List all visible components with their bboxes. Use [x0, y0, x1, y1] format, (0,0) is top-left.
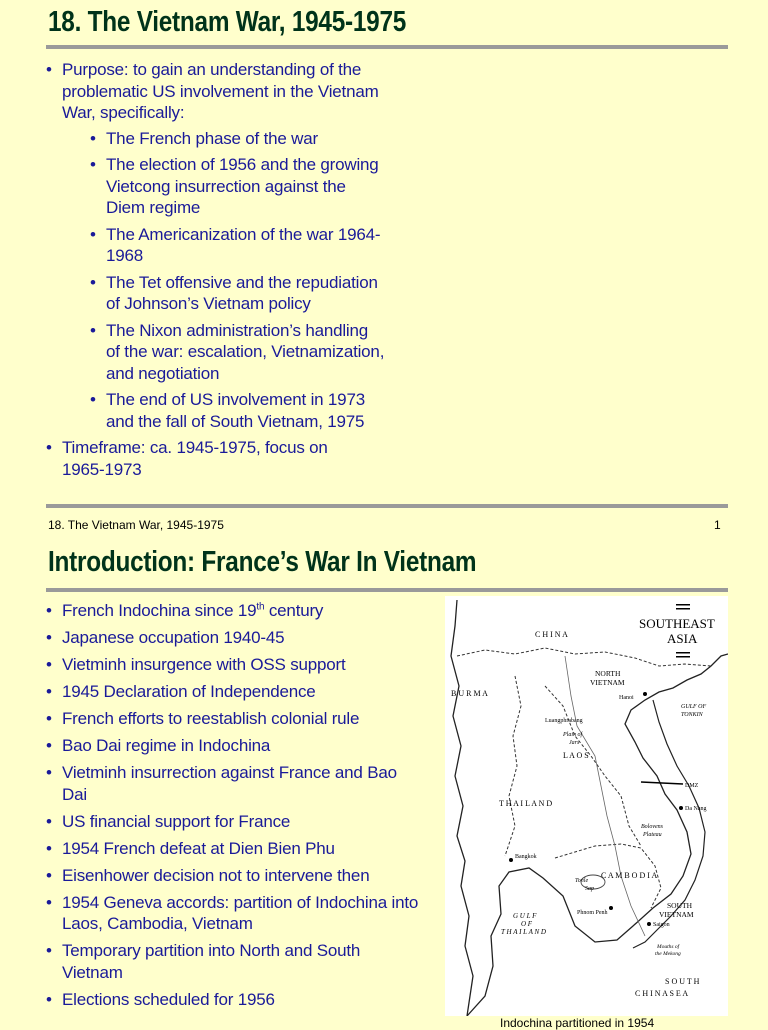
- border-china: [457, 648, 711, 666]
- map-label-danang: Da Nang: [685, 806, 707, 812]
- timeframe-bullet: • Timeframe: ca. 1945-1975, focus on 1965-1973: [46, 437, 352, 480]
- sub-bullet: • The Americanization of the war 1964-1968: [90, 224, 386, 267]
- list-item-text: French Indochina since 19: [62, 601, 257, 620]
- list-item: • Bao Dai regime in Indochina: [46, 735, 426, 757]
- map-label-mekong-mouths: the Mekong: [655, 951, 681, 957]
- purpose-sublist: [90, 128, 386, 433]
- map-title-asia: ASIA: [667, 631, 698, 646]
- map-label-dmz: DMZ: [685, 783, 699, 789]
- list-item: • French efforts to reestablish colonial rule: [46, 708, 426, 730]
- danang-marker: [679, 806, 683, 810]
- slide-footer-title: 18. The Vietnam War, 1945-1975: [48, 518, 224, 532]
- slide-1: [0, 0, 768, 510]
- map-label-phnom-penh: Phnom Penh: [577, 910, 608, 916]
- map-label-luangphrabang: Luangphrabang: [545, 718, 583, 724]
- map-label-bolovens: Plateau: [643, 832, 662, 838]
- list-item: [46, 600, 426, 622]
- map-title-bar-top: [676, 604, 690, 606]
- list-item: • 1954 Geneva accords: partition of Indochina into Laos, Cambodia, Vietnam: [46, 892, 426, 935]
- list-item-text: century: [264, 601, 324, 620]
- southeast-asia-map: [445, 596, 728, 1016]
- sub-bullet: • The end of US involvement in 1973 and the fall of South Vietnam, 1975: [90, 389, 386, 432]
- map-label-north-vietnam: NORTH: [595, 669, 621, 678]
- map-title-bar-bottom: [676, 656, 690, 658]
- sub-bullet: • The Tet offensive and the repudiation of Johnson’s Vietnam policy: [90, 272, 386, 315]
- list-item: • Vietminh insurgence with OSS support: [46, 654, 426, 676]
- map-title-southeast: SOUTHEAST: [639, 616, 715, 631]
- saigon-marker: [647, 922, 651, 926]
- slide-1-title: 18. The Vietnam War, 1945-1975: [48, 6, 407, 38]
- map-label-bangkok: Bangkok: [515, 854, 537, 860]
- map-drawing: [445, 596, 728, 1016]
- map-label-tonle-sap: Sap: [585, 886, 594, 892]
- hanoi-marker: [643, 692, 647, 696]
- list-item: • Vietminh insurrection against France and Bao Dai: [46, 762, 402, 805]
- map-label-north-vietnam: VIETNAM: [590, 678, 625, 687]
- slide-1-title-rule: [46, 45, 728, 49]
- map-label-bolovens: Bolovens: [641, 824, 663, 830]
- map-label-south-china-sea: S O U T H: [665, 977, 700, 986]
- map-label-cambodia: C A M B O D I A: [601, 871, 658, 880]
- map-label-mekong-mouths: Mouths of: [657, 944, 680, 950]
- sub-bullet: • The election of 1956 and the growing Vietcong insurrection against the Diem regime: [90, 154, 386, 219]
- purpose-bullet: [46, 59, 386, 432]
- map-label-tonle-sap: Tonle: [575, 878, 589, 884]
- list-item: • Temporary partition into North and South Vietnam: [46, 940, 362, 983]
- map-label-plain-of-jars: Plain of: [563, 732, 583, 738]
- map-label-south-vietnam: VIETNAM: [659, 910, 694, 919]
- map-title-bar-bottom: [676, 652, 690, 654]
- map-label-hanoi: Hanoi: [619, 695, 634, 701]
- map-label-south-china-sea: C H I N A S E A: [635, 989, 689, 998]
- map-label-plain-of-jars: Jars: [569, 740, 580, 746]
- border-burma-thailand: [505, 676, 521, 856]
- slide-page-number: 1: [714, 518, 721, 532]
- list-item: • 1954 French defeat at Dien Bien Phu: [46, 838, 426, 860]
- map-label-saigon: Saigon: [653, 922, 670, 928]
- map-label-gulf-thailand: G U L F: [513, 912, 537, 920]
- slide-2-bullet-list: [46, 600, 426, 1016]
- border-17th-parallel: [641, 782, 683, 784]
- bangkok-marker: [509, 858, 513, 862]
- map-label-thailand: T H A I L A N D: [499, 799, 553, 808]
- map-label-china: C H I N A: [535, 630, 568, 639]
- phnompenh-marker: [609, 906, 613, 910]
- list-item: • Japanese occupation 1940-45: [46, 627, 426, 649]
- map-title-bar-top: [676, 608, 690, 610]
- map-label-laos: L A O S: [563, 751, 589, 760]
- list-item: • Eisenhower decision not to intervene then: [46, 865, 426, 887]
- list-item: • Elections scheduled for 1956: [46, 989, 426, 1011]
- purpose-text: Purpose: to gain an understanding of the problematic US involvement in the Vietnam War, specifically:: [62, 60, 379, 122]
- slide-1-bullet-list: [46, 59, 386, 484]
- slide-2-title: Introduction: France’s War In Vietnam: [48, 546, 477, 578]
- list-item: • US financial support for France: [46, 811, 426, 833]
- list-item: • 1945 Declaration of Independence: [46, 681, 426, 703]
- map-label-gulf-tonkin: GULF OF: [681, 704, 707, 710]
- map-label-gulf-tonkin: TONKIN: [681, 712, 703, 718]
- map-label-gulf-thailand: O F: [521, 920, 533, 928]
- ordinal-suffix: th: [256, 601, 265, 613]
- slide-1-bottom-rule: [46, 504, 728, 508]
- sub-bullet: • The Nixon administration’s handling of the war: escalation, Vietnamization, and negotiation: [90, 320, 386, 385]
- map-label-south-vietnam: SOUTH: [667, 901, 693, 910]
- slide-2-title-rule: [46, 588, 728, 592]
- map-label-gulf-thailand: T H A I L A N D: [501, 928, 546, 936]
- sub-bullet: • The French phase of the war: [90, 128, 386, 150]
- map-caption: Indochina partitioned in 1954: [500, 1016, 655, 1030]
- map-label-burma: B U R M A: [451, 689, 488, 698]
- border-laos: [545, 686, 641, 846]
